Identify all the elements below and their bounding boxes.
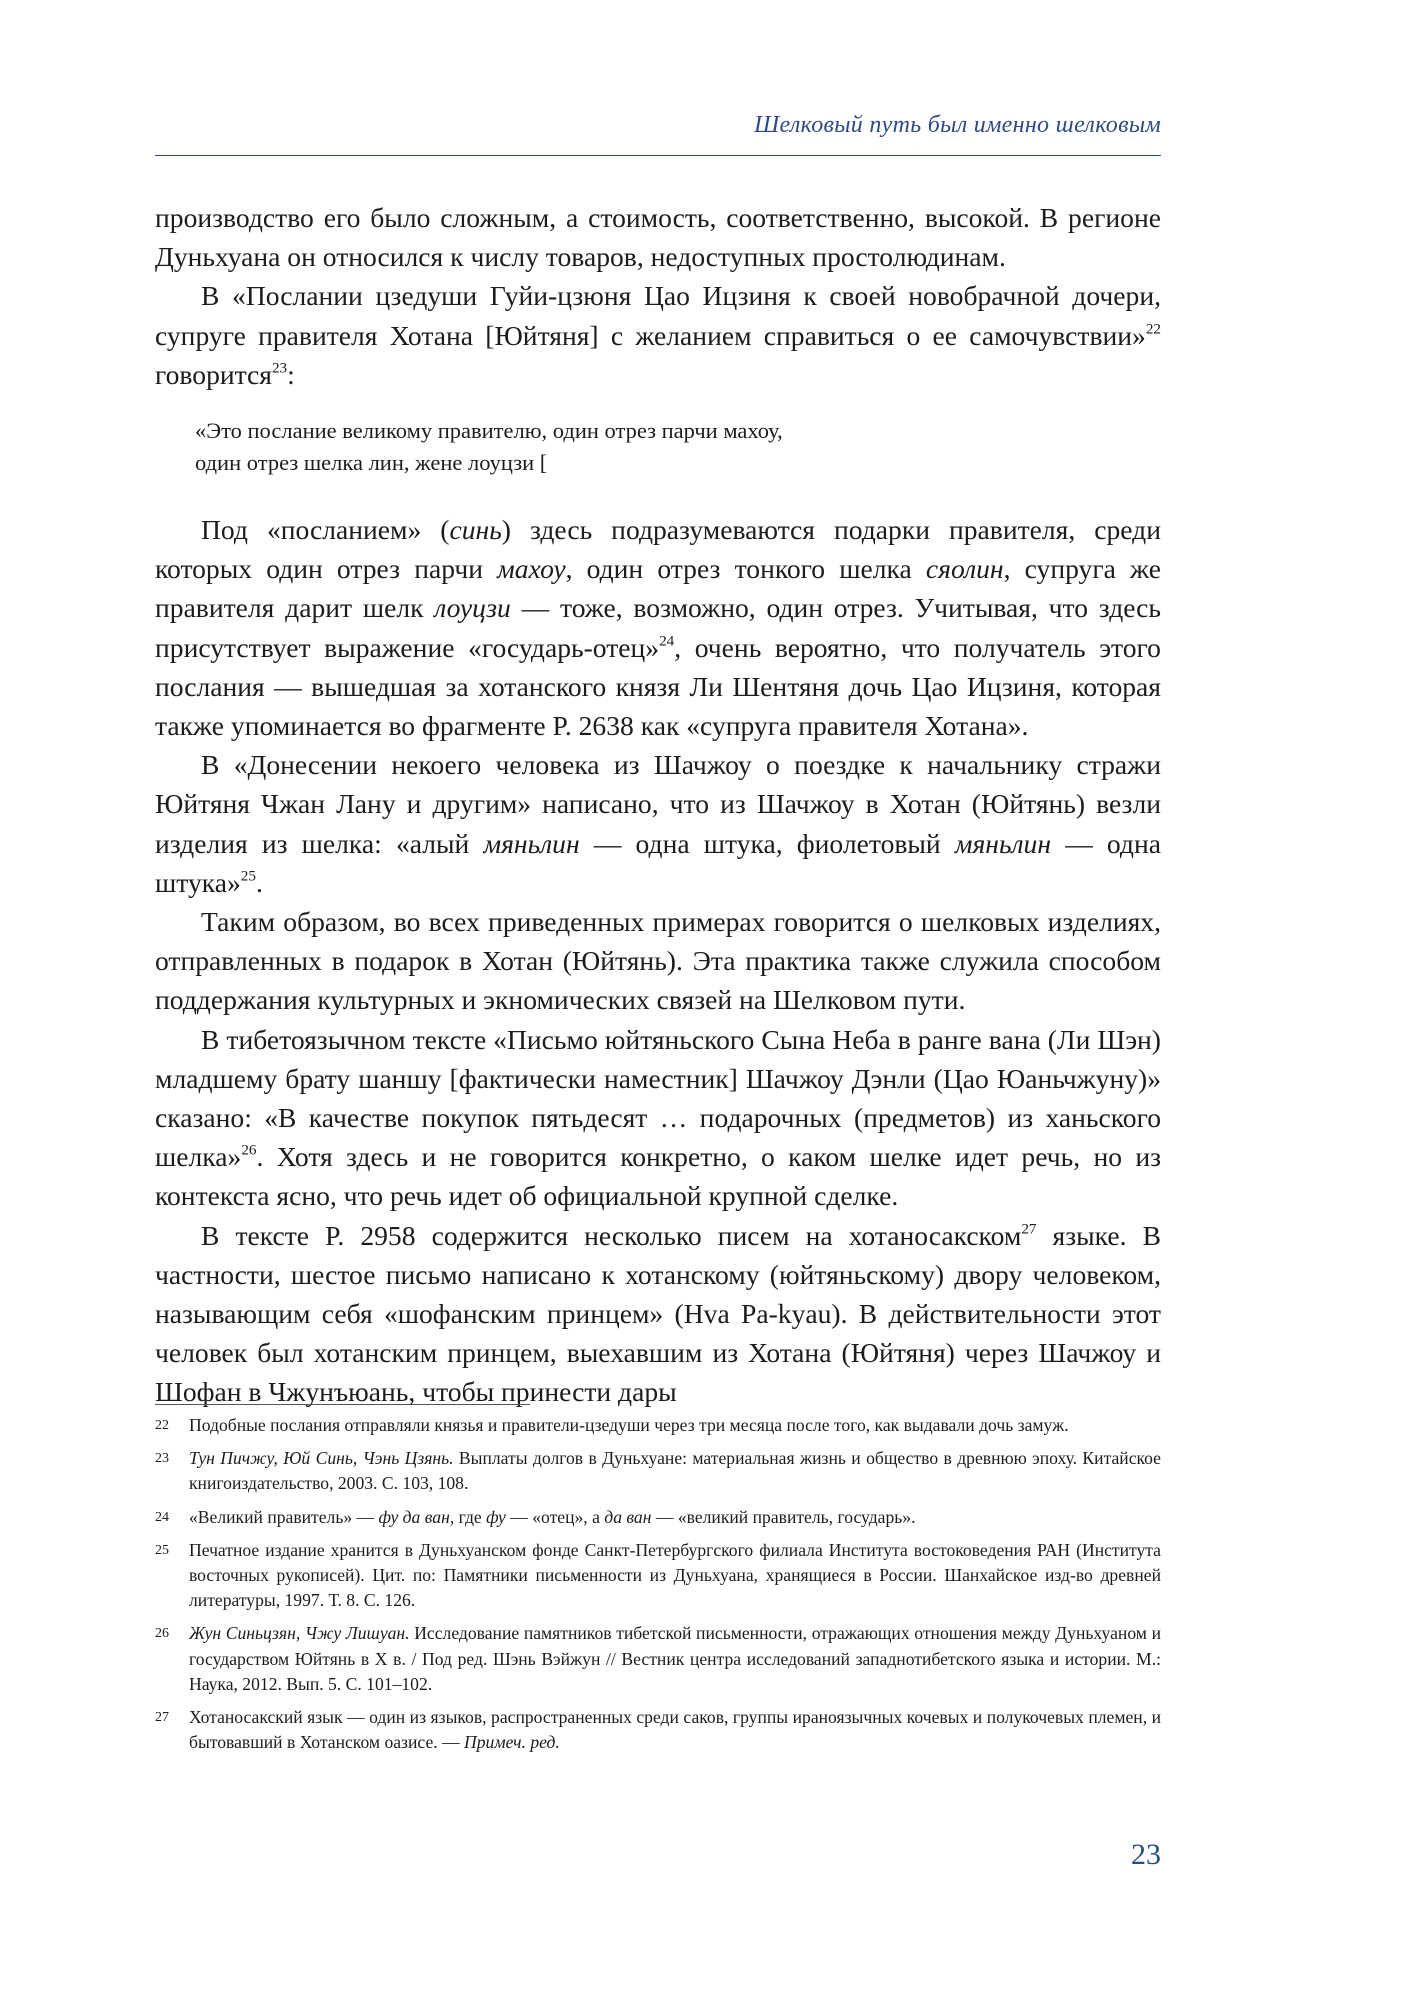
page-number: 23 bbox=[1131, 1838, 1161, 1871]
editor-note: Примеч. ред. bbox=[464, 1732, 560, 1753]
term-fu-da-van: фу да ван bbox=[378, 1506, 450, 1527]
p3-t2: ) здесь подразумеваются подарки правителя, среди которых один отрез парчи bbox=[155, 514, 1161, 585]
fn24-t1: «Великий правитель» — bbox=[189, 1506, 379, 1527]
p6-t2: . Хотя здесь и не говорится конкретно, о каком шелке идет речь, но из контекста ясно, что речь идет об официальной крупной сделке. bbox=[155, 1141, 1161, 1212]
footnote-body: Хотаносакский язык — один из языков, распространенных среди саков, группы ираноязычных кочевых и полукочевых племен, и бытовавший в Хотанском оазисе. — bbox=[189, 1707, 1161, 1753]
footnote-ref-27: 27 bbox=[1021, 1220, 1037, 1238]
paragraph-4 bbox=[155, 745, 1161, 902]
footnote-number: 24 bbox=[155, 1509, 169, 1525]
footnote-text bbox=[189, 1446, 1161, 1496]
footnote-number: 26 bbox=[155, 1626, 169, 1642]
footnote-ref-23: 23 bbox=[271, 359, 288, 377]
footnote-number: 25 bbox=[155, 1542, 169, 1558]
paragraph-3 bbox=[155, 510, 1161, 745]
term-mahou: махоу bbox=[497, 553, 566, 585]
quote-line-1: «Это послание великому правителю, один отрез парчи махоу, bbox=[195, 418, 783, 444]
paragraph-2-mid: говорится bbox=[155, 358, 272, 390]
term-myanlin-2: мяньлин bbox=[954, 827, 1052, 859]
footnote-text: Печатное издание хранится в Дуньхуанском фонде Санкт-Петербургского филиала Института востоковедения РАН (Института восточных рукописей). Цит. по: Памятники письменности из Дуньхуана, хранящиеся в России. Шанхайское изд-во древней литературы, 1997. Т. 8. С. 126. bbox=[189, 1539, 1161, 1611]
paragraph-2-end: : bbox=[287, 358, 295, 390]
footnote-number: 22 bbox=[155, 1418, 169, 1433]
footnote-authors: Жун Синьцзян, Чжу Лишуан. bbox=[189, 1623, 410, 1644]
p7-t2: языке. В частности, шестое письмо написано к хотанскому (юйтяньскому) двору человеком, называющим себя «шофанским принцем» (Hva Pa-kyau). В действительности этот человек был хотанским принцем, выехавшим из Хотана (Юйтяня) через Шачжоу и Шофан в Чжунъюань, чтобы принести дары bbox=[155, 1219, 1161, 1408]
p4-t4: . bbox=[255, 866, 263, 898]
footnote-authors: Тун Пичжу, Юй Синь, Чэнь Цзянь. bbox=[189, 1448, 454, 1469]
p7-t1: В тексте P. 2958 содержится несколько писем на хотаносакском bbox=[201, 1219, 1022, 1251]
footnote-number: 23 bbox=[155, 1451, 169, 1467]
paragraph-2-text: В «Послании цзедуши Гуйи-цзюня Цао Ицзиня к своей новобрачной дочери, супруге правителя Хотана [Юйтяня] с желанием справиться о ее самочувствии» bbox=[155, 280, 1161, 351]
footnote-22 bbox=[155, 1413, 1161, 1438]
quote-line-2: один отрез шелка лин, жене лоуцзи [ bbox=[195, 450, 548, 476]
fn24-t2: , где bbox=[449, 1506, 487, 1527]
footnote-text bbox=[189, 1621, 1161, 1697]
p4-t1: В «Донесении некоего человека из Шачжоу о поездке к начальнику стражи Юйтяня Чжан Лану и другим» написано, что из Шачжоу в Хотан (Юйтянь) везли изделия из шелка: «алый bbox=[155, 749, 1161, 859]
term-myanlin-1: мяньлин bbox=[483, 827, 580, 859]
footnote-ref-24: 24 bbox=[659, 632, 675, 650]
footnote-separator bbox=[155, 1404, 530, 1405]
footnote-25 bbox=[155, 1538, 1161, 1614]
footnote-ref-22: 22 bbox=[1145, 320, 1161, 338]
term-louczi: лоуцзи bbox=[434, 592, 511, 624]
term-da-van: да ван bbox=[604, 1506, 652, 1527]
p4-t2: — одна штука, фиолетовый bbox=[579, 827, 955, 859]
p3-t1: Под «посланием» ( bbox=[201, 514, 450, 546]
footnote-body: Исследование памятников тибетской письменности, отражающих отношения между Дуньхуаном и государством Юйтянь в X в. / Под ред. Шэнь Вэйжун // Вестник центра исследований западнотибетского языка и истории. М.: Наука, 2012. Вып. 5. С. 101–102. bbox=[189, 1623, 1161, 1694]
footnote-27 bbox=[155, 1705, 1161, 1755]
p3-t6: , очень вероятно, что получатель этого послания — вышедшая за хотанского князя Ли Шентяня дочь Цао Ицзиня, которая также упоминается во фрагменте P. 2638 как «супруга правителя Хотана». bbox=[155, 631, 1161, 742]
running-head: Шелковый путь был именно шелковым bbox=[754, 112, 1161, 138]
footnote-24 bbox=[155, 1505, 1161, 1530]
footnote-number: 27 bbox=[155, 1710, 169, 1726]
footnote-body: Выплаты долгов в Дуньхуане: материальная жизнь и общество в древнюю эпоху. Китайское книгоиздательство, 2003. С. 103, 108. bbox=[189, 1448, 1161, 1494]
paragraph-2 bbox=[155, 276, 1161, 394]
paragraph-5: Таким образом, во всех приведенных примерах говорится о шелковых изделиях, отправленных в подарок в Хотан (Юйтянь). Эта практика также служила способом поддержания культурных и экномических связей на Шелковом пути. bbox=[155, 906, 1161, 1016]
p4-t3: — одна штука» bbox=[155, 827, 1161, 898]
footnotes bbox=[155, 1413, 1161, 1763]
header-rule bbox=[155, 155, 1161, 156]
fn24-t4: — «великий правитель, государь». bbox=[651, 1506, 916, 1527]
p3-t4: , супруга же правителя дарит шелк bbox=[155, 553, 1161, 624]
footnote-text bbox=[189, 1505, 1161, 1530]
paragraph-7 bbox=[155, 1216, 1161, 1412]
fn24-t3: — «отец», а bbox=[505, 1506, 605, 1527]
footnote-text bbox=[189, 1705, 1161, 1755]
term-sin: синь bbox=[449, 514, 502, 546]
footnote-ref-25: 25 bbox=[240, 867, 256, 885]
term-syaolin: сяолин bbox=[925, 553, 1004, 585]
footnote-23 bbox=[155, 1446, 1161, 1496]
term-fu: фу bbox=[486, 1506, 506, 1527]
p6-t1: В тибетоязычном тексте «Письмо юйтяньского Сына Неба в ранге вана (Ли Шэн) младшему брату шаншу [фактически наместник] Шачжоу Дэнли (Цао Юаньчжуну)» сказано: «В качестве покупок пятьдесят … подарочных (предметов) из ханьского шелка» bbox=[155, 1023, 1161, 1173]
footnote-text: Подобные послания отправляли князья и правители-цзедуши через три месяца после того, как выдавали дочь замуж. bbox=[189, 1415, 1069, 1435]
p3-t5: — тоже, возможно, один отрез. Учитывая, что здесь присутствует выражение «государь-отец» bbox=[155, 592, 1162, 663]
footnote-26 bbox=[155, 1621, 1161, 1697]
paragraph-6 bbox=[155, 1020, 1161, 1216]
p3-t3: , один отрез тонкого шелка bbox=[565, 553, 926, 585]
block-quote bbox=[195, 415, 1161, 479]
main-text bbox=[155, 198, 1161, 1412]
footnote-ref-26: 26 bbox=[241, 1141, 257, 1159]
paragraph-1: производство его было сложным, а стоимость, соответственно, высокой. В регионе Дуньхуана он относился к числу товаров, недоступных простолюдинам. bbox=[155, 202, 1161, 273]
